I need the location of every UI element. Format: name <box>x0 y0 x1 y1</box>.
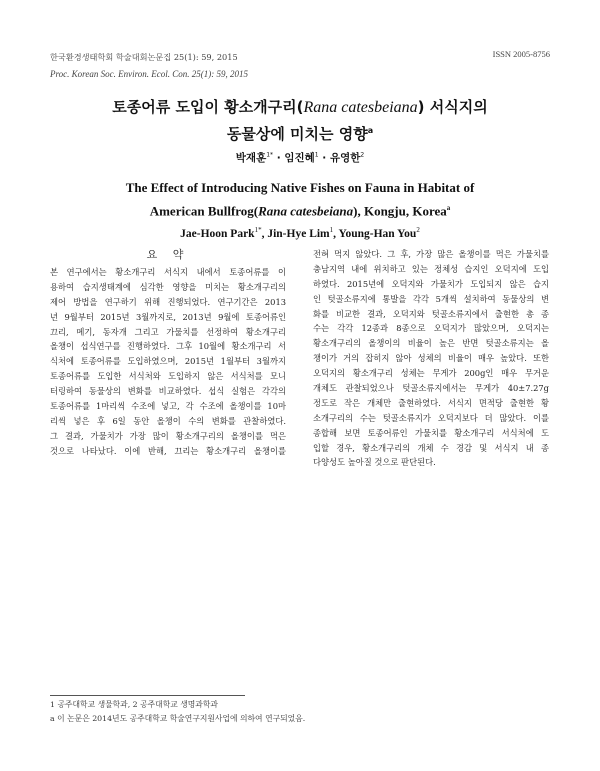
journal-citation <box>50 49 248 83</box>
abstract-line: 다양성도 높아질 것으로 판단된다. <box>313 457 436 468</box>
issn: ISSN 2005-8756 <box>492 49 550 59</box>
abstract-line: 입할 경우, 황소개구리의 개체 수 경감 및 서식지 내 종 <box>313 442 549 453</box>
abstract-line: 소개구리의 수는 텃골소류지가 오덕지보다 더 많았다. 이를 <box>313 412 549 423</box>
abstract-line: 터링하여 동물상의 변화를 비교하였다. 섭식 실험은 각각의 <box>50 386 286 397</box>
author-1-korean-sup: 1* <box>266 151 274 159</box>
title-english-part1: American Bullfrog( <box>149 203 259 219</box>
footnote-affiliations: 1 공주대학교 생물학과, 2 공주대학교 생명과학과 <box>50 700 218 709</box>
abstract-line: 오덕지의 황소개구리 성체는 무게가 200g인 매우 무거운 <box>313 368 549 379</box>
title-korean-part2: ) 서식지의 <box>417 98 488 116</box>
abstract-line: 충남지역 내에 위치하고 있는 정체성 습지인 오덕지에 도입 <box>313 263 549 274</box>
title-english-part2: ), Kongju, Korea <box>353 203 447 219</box>
title-korean-species: Rana catesbeiana <box>303 99 418 116</box>
abstract-line: 제어 방법을 연구하기 위해 진행되었다. 연구기간은 2013 <box>50 296 286 307</box>
author-1-korean: 박재훈 <box>235 152 267 164</box>
authors-english <box>0 226 600 240</box>
title-english-line1: The Effect of Introducing Native Fishes on Fauna in Habitat of <box>125 180 475 195</box>
title-english <box>0 177 600 221</box>
title-korean <box>0 96 600 146</box>
abstract-line: 끄리, 메기, 동자개 그리고 가물치를 선정하여 황소개구리 <box>50 326 286 337</box>
author-2-korean-sup: 1 <box>314 151 319 159</box>
abstract-heading: 요 약 <box>146 248 190 261</box>
abstract-line: 식처에 토종어류를 도입하였으며, 2015년 1월부터 3월까지 <box>50 356 286 367</box>
author-3-english-sup: 2 <box>416 226 420 234</box>
abstract-line: 토종어류를 1마리씩 수조에 넣고, 각 수조에 올챙이를 10마 <box>50 401 286 412</box>
abstract-line: 토종어류를 도입한 서식처와 도입하지 않은 서식처를 모니 <box>50 371 286 382</box>
author-1-english: Jae-Hoon Park <box>180 227 255 240</box>
abstract-line: 것으로 나타났다. 이에 반해, 끄리는 황소개구리 올챙이를 <box>50 445 286 456</box>
title-korean-part1: 토종어류 도입이 황소개구리( <box>112 98 304 116</box>
abstract-right-column <box>313 247 549 470</box>
abstract-line: 전혀 먹지 않았다. 그 후, 가장 많은 올챙이를 먹은 가물치를 <box>313 249 549 259</box>
abstract-line: 챙이가 거의 잡히지 않아 성체의 비율이 매우 높았다. 또한 <box>313 353 549 364</box>
abstract-line: 종합해 보면 토종어류인 가물치를 황소개구리 서식처에 도 <box>313 427 549 438</box>
authors-korean <box>0 150 600 165</box>
abstract-line: 리씩 넣은 후 6일 동안 올챙이 수의 변화를 관찰하였다. <box>50 415 286 426</box>
abstract-line: 수는 각각 12종과 8종으로 오덕지가 많았으며, 오덕지는 <box>313 323 549 334</box>
author-2-english-sup: 1 <box>329 226 334 234</box>
abstract-line: 용하여 습지생태계에 심각한 영향을 미치는 황소개구리의 <box>50 281 286 292</box>
abstract-line: 개체도 관찰되었으나 텃골소류지에서는 무게가 40±7.27g <box>313 383 549 394</box>
abstract-line: 황소개구리의 올챙이의 비율이 높은 반면 텃골소류지는 올 <box>313 338 549 349</box>
author-1-english-sup: 1* <box>254 226 262 234</box>
abstract-left-column <box>50 265 286 459</box>
author-2-korean: 임진혜 <box>284 152 315 164</box>
abstract-line: 화를 비교한 결과, 오덕지와 텃골소류지에서 출현한 총 종 <box>313 308 549 319</box>
author-separator: · <box>273 152 285 164</box>
abstract-line: 본 연구에서는 황소개구리 서식지 내에서 토종어류를 이 <box>50 267 286 277</box>
abstract-line: 년 9월부터 2015년 3월까지로, 2013년 9월에 토종어류인 <box>50 311 286 322</box>
journal-citation-korean: 한국환경생태학회 학술대회논문집 25(1): 59, 2015 <box>50 52 238 62</box>
abstract-line: 인 텃골소류지에 통발을 각각 5개씩 설치하여 동물상의 변 <box>313 293 549 304</box>
abstract-line: 정도로 작은 개체만 출현하였다. 서식지 면적당 출현한 황 <box>313 397 549 408</box>
title-english-footnote-mark: a <box>446 204 451 212</box>
author-3-english: , Young-Han You <box>333 227 417 240</box>
author-separator: · <box>318 152 330 164</box>
author-2-english: , Jin-Hye Lim <box>261 227 330 240</box>
title-korean-footnote-mark: a <box>367 126 374 135</box>
title-korean-line2: 동물상에 미치는 영향 <box>226 125 368 143</box>
author-3-korean-sup: 2 <box>360 151 365 159</box>
author-3-korean: 유영한 <box>329 152 361 164</box>
abstract-line: 하였다. 2015년에 오덕지와 가물치가 도입되지 않은 습지 <box>313 278 549 289</box>
footnote-divider <box>50 695 245 696</box>
abstract-line: 그 결과, 가물치가 가장 많이 황소개구리의 올챙이를 먹은 <box>50 430 286 441</box>
abstract-line: 올챙이 섭식연구를 진행하였다. 그후 10월에 황소개구리 서 <box>50 341 286 352</box>
footnote-funding: a 이 논문은 2014년도 공주대학교 학술연구지원사업에 의하여 연구되었음. <box>50 714 306 723</box>
journal-citation-english: Proc. Korean Soc. Environ. Ecol. Con. 25(1): 59, 2015 <box>50 69 248 79</box>
title-english-species: Rana catesbeiana <box>258 203 354 219</box>
